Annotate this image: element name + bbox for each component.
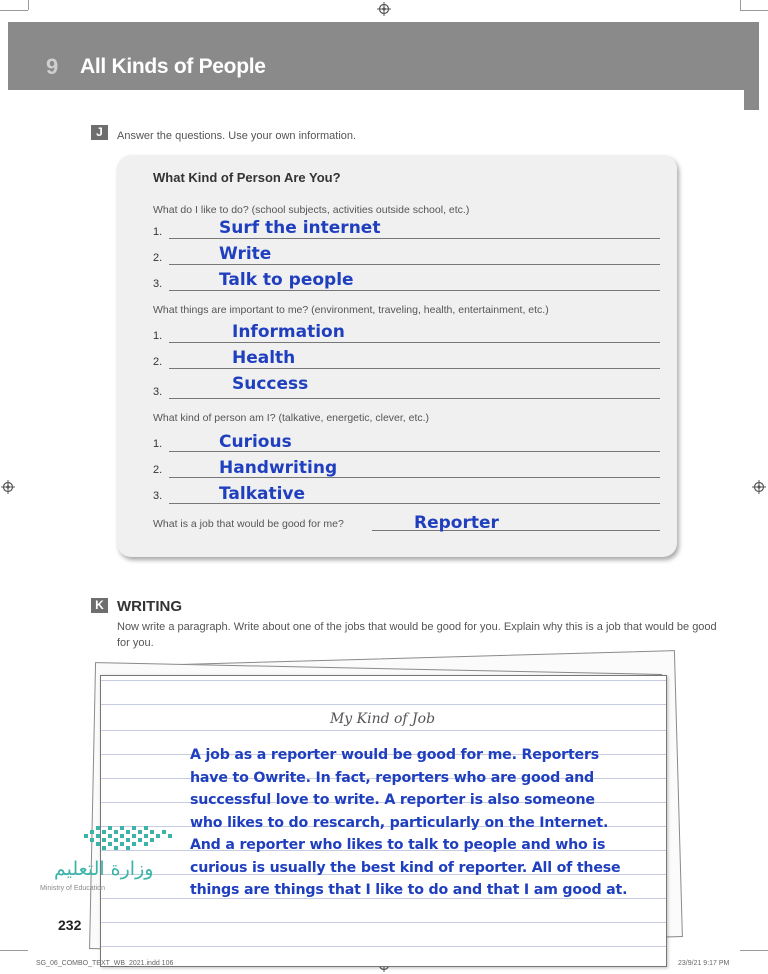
answer-text[interactable]: Health	[232, 348, 296, 368]
card-title: What Kind of Person Are You?	[153, 170, 341, 185]
item-number: 2.	[153, 356, 163, 368]
paper-title: My Kind of Job	[329, 711, 436, 727]
answer-line	[169, 290, 660, 291]
page-number: 232	[58, 917, 82, 933]
answer-line	[169, 264, 660, 265]
registration-mark-icon	[752, 480, 766, 494]
answer-line	[169, 368, 660, 369]
item-number: 1.	[153, 226, 163, 238]
section-k-title: WRITING	[117, 598, 182, 615]
answer-text[interactable]: Talkative	[219, 484, 306, 504]
answer-text[interactable]: Information	[232, 322, 345, 342]
answer-text[interactable]: Success	[232, 374, 309, 394]
item-number: 3.	[153, 386, 163, 398]
answer-text[interactable]: Write	[219, 244, 272, 264]
footer-filename: SG_06_COMBO_TEXT_WB_2021.indd 106	[36, 960, 174, 967]
item-number: 3.	[153, 278, 163, 290]
section-j-letter: J	[91, 125, 108, 140]
crop-mark	[740, 10, 768, 11]
item-number: 2.	[153, 464, 163, 476]
crop-mark	[0, 10, 28, 11]
registration-mark-icon	[377, 2, 391, 16]
footer-timestamp: 23/9/21 9:17 PM	[678, 960, 730, 967]
section-k-instruction: Now write a paragraph. Write about one of the jobs that would be good for you. Explain why this is a job that would be good for you.	[117, 621, 717, 649]
ministry-logo-arabic: وزارة التعليم	[54, 858, 154, 880]
ministry-logo-english: Ministry of Education	[40, 885, 105, 892]
answer-line	[169, 342, 660, 343]
writing-paragraph[interactable]: A job as a reporter would be good for me. Reporters have to Owrite. In fact, reporters who are good and successful love to write. A reporter is also someone who likes to do rescarch, particularly on the Internet. And a reporter who likes to talk to people and who is curious is usually the best kind of reporter. All of these things are things that I like to do and that I am good at.	[190, 747, 628, 898]
section-j-instruction: Answer the questions. Use your own information.	[117, 130, 357, 142]
item-number: 2.	[153, 252, 163, 264]
crop-mark	[0, 950, 28, 951]
answer-text[interactable]: Curious	[219, 432, 292, 452]
answer-text[interactable]: Reporter	[414, 513, 499, 533]
section-k-letter: K	[91, 598, 108, 613]
answer-line	[169, 398, 660, 399]
question-likes: What do I like to do? (school subjects, activities outside school, etc.)	[153, 204, 470, 216]
answer-line	[169, 238, 660, 239]
question-good-job: What is a job that would be good for me?	[153, 518, 344, 530]
answer-text[interactable]: Talk to people	[219, 270, 354, 290]
unit-number: 9	[46, 54, 59, 79]
unit-header-tab	[744, 22, 759, 110]
item-number: 1.	[153, 330, 163, 342]
unit-title: All Kinds of People	[80, 55, 266, 78]
item-number: 1.	[153, 438, 163, 450]
answer-text[interactable]: Handwriting	[219, 458, 338, 478]
answer-text[interactable]: Surf the internet	[219, 218, 381, 238]
item-number: 3.	[153, 490, 163, 502]
ministry-logo-icon	[84, 826, 174, 856]
crop-mark	[28, 0, 29, 10]
crop-mark	[740, 950, 768, 951]
registration-mark-icon	[1, 480, 15, 494]
question-important-things: What things are important to me? (environment, traveling, health, entertainment, etc.)	[153, 304, 549, 316]
crop-mark	[740, 0, 741, 10]
question-person-kind: What kind of person am I? (talkative, energetic, clever, etc.)	[153, 412, 430, 424]
